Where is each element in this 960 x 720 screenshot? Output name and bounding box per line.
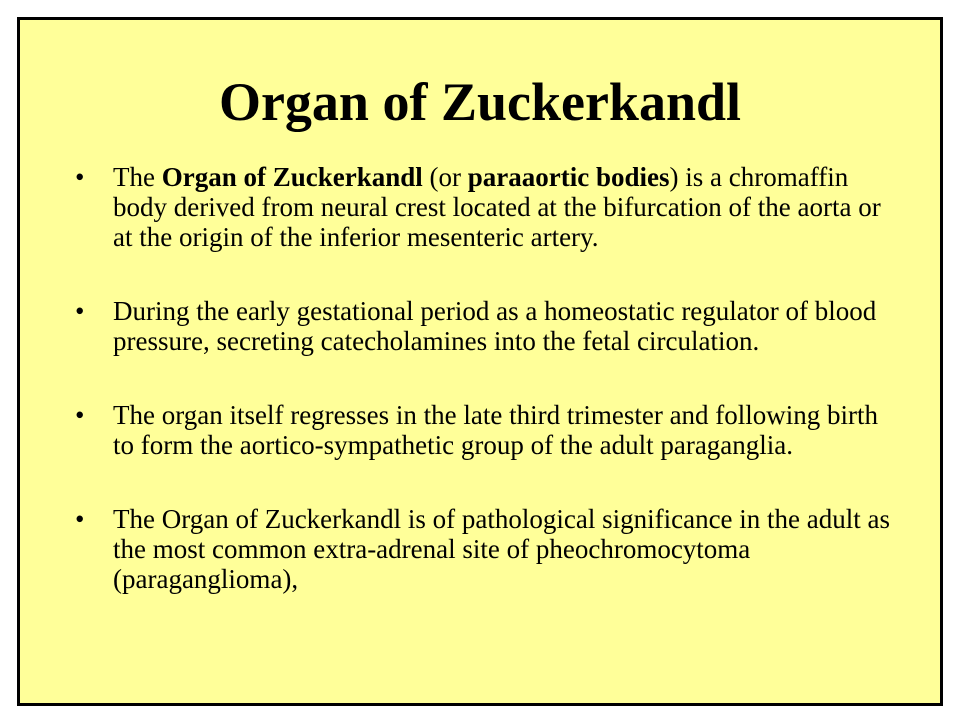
bullet-list — [75, 162, 905, 638]
bullet-dot: • — [75, 400, 85, 430]
bullet-item — [75, 400, 905, 460]
bullet-text: During the early gestational period as a homeostatic regulator of blood pressure, secreting catecholamines into the fetal circulation. — [113, 296, 877, 356]
bullet-text: The Organ of Zuckerkandl is of pathological significance in the adult as the most common extra-adrenal site of pheochromocytoma (paraganglioma), — [113, 504, 891, 594]
slide — [17, 17, 943, 706]
bold-term-organ-of-zuckerkandl: Organ of Zuckerkandl — [161, 162, 423, 192]
bullet-dot: • — [75, 504, 85, 534]
text-segment: The — [113, 162, 162, 192]
bullet-dot: • — [75, 162, 85, 192]
bullet-item — [75, 162, 905, 252]
bullet-text: The organ itself regresses in the late third trimester and following birth to form the aortico-sympathetic group of the adult paraganglia. — [113, 400, 879, 460]
bullet-dot: • — [75, 296, 85, 326]
text-segment: (or — [422, 162, 468, 192]
text-segment: ) is a chromaffin body derived from neural crest located at the bifurcation of the aorta or at the origin of the inferior mesenteric artery. — [113, 162, 881, 252]
slide-title: Organ of Zuckerkandl — [218, 72, 742, 132]
bullet-item — [75, 296, 905, 356]
bullet-text — [113, 162, 881, 252]
bold-term-paraaortic-bodies: paraaortic bodies — [467, 162, 670, 192]
bullet-item — [75, 504, 905, 594]
